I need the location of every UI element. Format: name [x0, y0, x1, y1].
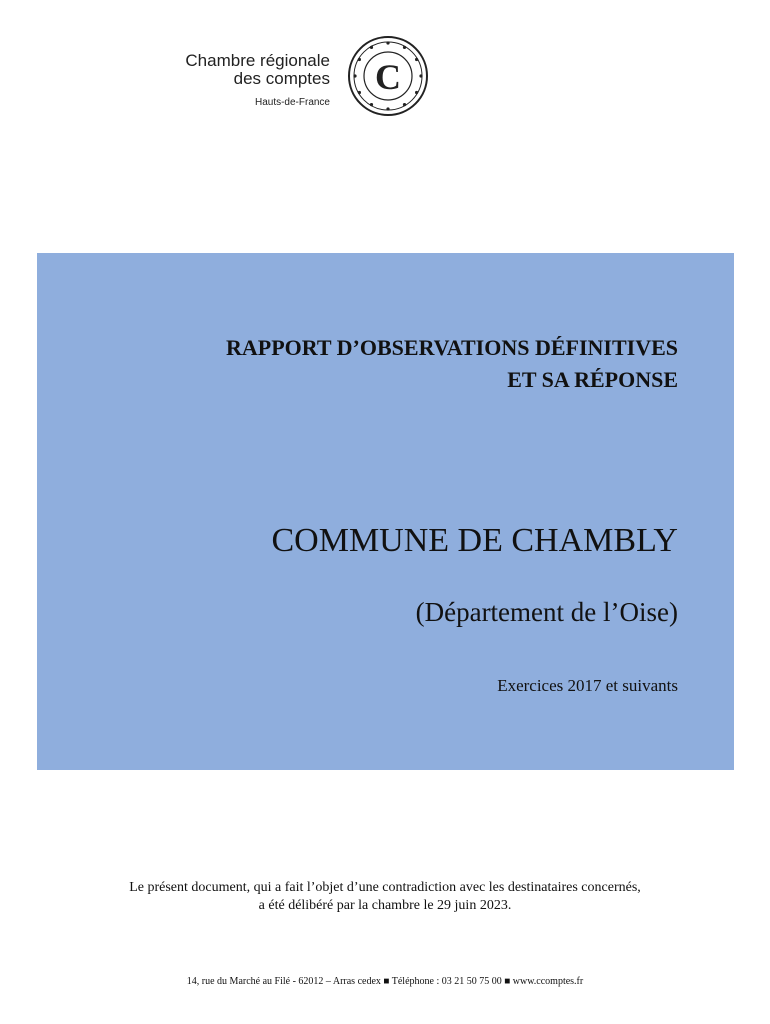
report-title-line1: RAPPORT D’OBSERVATIONS DÉFINITIVES [226, 335, 678, 360]
logo-text [185, 52, 330, 110]
org-region: Hauts-de-France [254, 97, 330, 108]
report-title [226, 332, 678, 396]
cour-des-comptes-seal-icon [346, 34, 430, 118]
org-name-line1: Chambre régionale [185, 51, 330, 70]
commune-name: COMMUNE DE CHAMBLY [271, 522, 678, 559]
seal-letter: C [375, 57, 401, 97]
header-logo [150, 34, 440, 114]
report-title-line2: ET SA RÉPONSE [507, 367, 678, 392]
departement-name: (Département de l’Oise) [415, 597, 678, 627]
footer-address: 14, rue du Marché au Filé - 62012 – Arras cedex ■ Téléphone : 03 21 50 75 00 ■ www.ccomptes.fr [186, 976, 584, 987]
notice-line1: Le présent document, qui a fait l’objet d’une contradiction avec les destinataires concernés, [129, 880, 641, 895]
org-name-line2: des comptes [233, 69, 330, 88]
notice-line2: a été délibéré par la chambre le 29 juin 2023. [258, 898, 512, 913]
deliberation-notice [0, 879, 770, 915]
fiscal-years: Exercices 2017 et suivants [497, 676, 678, 695]
